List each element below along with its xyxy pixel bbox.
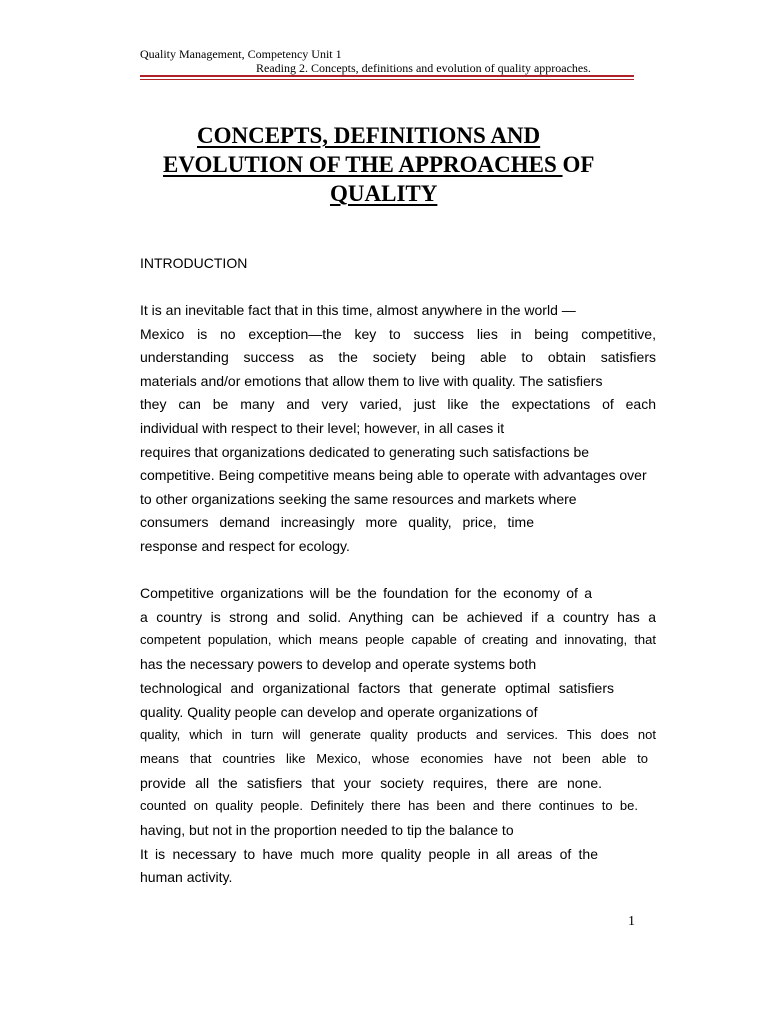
paragraph-line: It is an inevitable fact that in this time, almost anywhere in the world — <box>140 302 576 318</box>
paragraph-line: having, but not in the proportion needed to tip the balance to <box>140 822 514 838</box>
paragraph-line: quality. Quality people can develop and operate organizations of <box>140 703 538 720</box>
title-line-1-text: CONCEPTS, DEFINITIONS AND <box>197 123 541 148</box>
paragraph-line: consumers demand increasingly more quality, price, time <box>140 514 534 531</box>
paragraph-line: requires that organizations dedicated to generating such satisfactions be <box>140 443 590 460</box>
paragraph-line: human activity. <box>140 869 233 886</box>
paragraph-line: means that countries like Mexico, whose economies have not been able to <box>140 750 648 766</box>
paragraph-line: to other organizations seeking the same resources and markets where <box>140 490 577 507</box>
paragraph-line: understanding success as the society being able to obtain satisfiers <box>140 349 656 366</box>
paragraph-line: has the necessary powers to develop and operate systems both <box>140 656 537 673</box>
paragraph-line: It is necessary to have much more quality people in all areas of the <box>140 845 598 862</box>
title-line-3-text: QUALITY <box>330 181 438 206</box>
page-number: 1 <box>628 914 635 929</box>
header-rule-thin <box>140 79 634 80</box>
paragraph-line: a country is strong and solid. Anything can be achieved if a country has a <box>140 608 656 625</box>
paragraph-line: counted on quality people. Definitely there has been and there continues to be. <box>140 798 638 814</box>
title-line-2-tail: OF <box>562 152 595 177</box>
paragraph-line: quality, which in turn will generate quality products and services. This does not <box>140 727 656 743</box>
title-line-2-underlined: EVOLUTION OF THE APPROACHES <box>163 152 563 177</box>
paragraph-line: competitive. Being competitive means being able to operate with advantages over <box>140 467 647 484</box>
header-rule-thick <box>140 75 634 77</box>
section-heading: INTRODUCTION <box>140 255 248 271</box>
title-line-3 <box>330 179 768 209</box>
paragraph-line: materials and/or emotions that allow them to live with quality. The satisfiers <box>140 372 603 389</box>
paragraph-line: they can be many and very varied, just like the expectations of each <box>140 396 656 413</box>
running-header-reading: Reading 2. Concepts, definitions and evolution of quality approaches. <box>256 61 591 75</box>
paragraph-line: provide all the satisfiers that your society requires, there are none. <box>140 774 602 791</box>
running-header-course: Quality Management, Competency Unit 1 <box>140 47 342 61</box>
paragraph-line: response and respect for ecology. <box>140 538 350 554</box>
title-line-1 <box>197 121 717 151</box>
paragraph-line: technological and organizational factors that generate optimal satisfiers <box>140 679 614 696</box>
paragraph-line: individual with respect to their level; however, in all cases it <box>140 420 505 436</box>
paragraph-line: competent population, which means people capable of creating and innovating, that <box>140 632 656 648</box>
paragraph-line: Competitive organizations will be the foundation for the economy of a <box>140 585 592 601</box>
paragraph-line: Mexico is no exception—the key to success lies in being competitive, <box>140 325 656 342</box>
title-line-2 <box>163 150 683 180</box>
